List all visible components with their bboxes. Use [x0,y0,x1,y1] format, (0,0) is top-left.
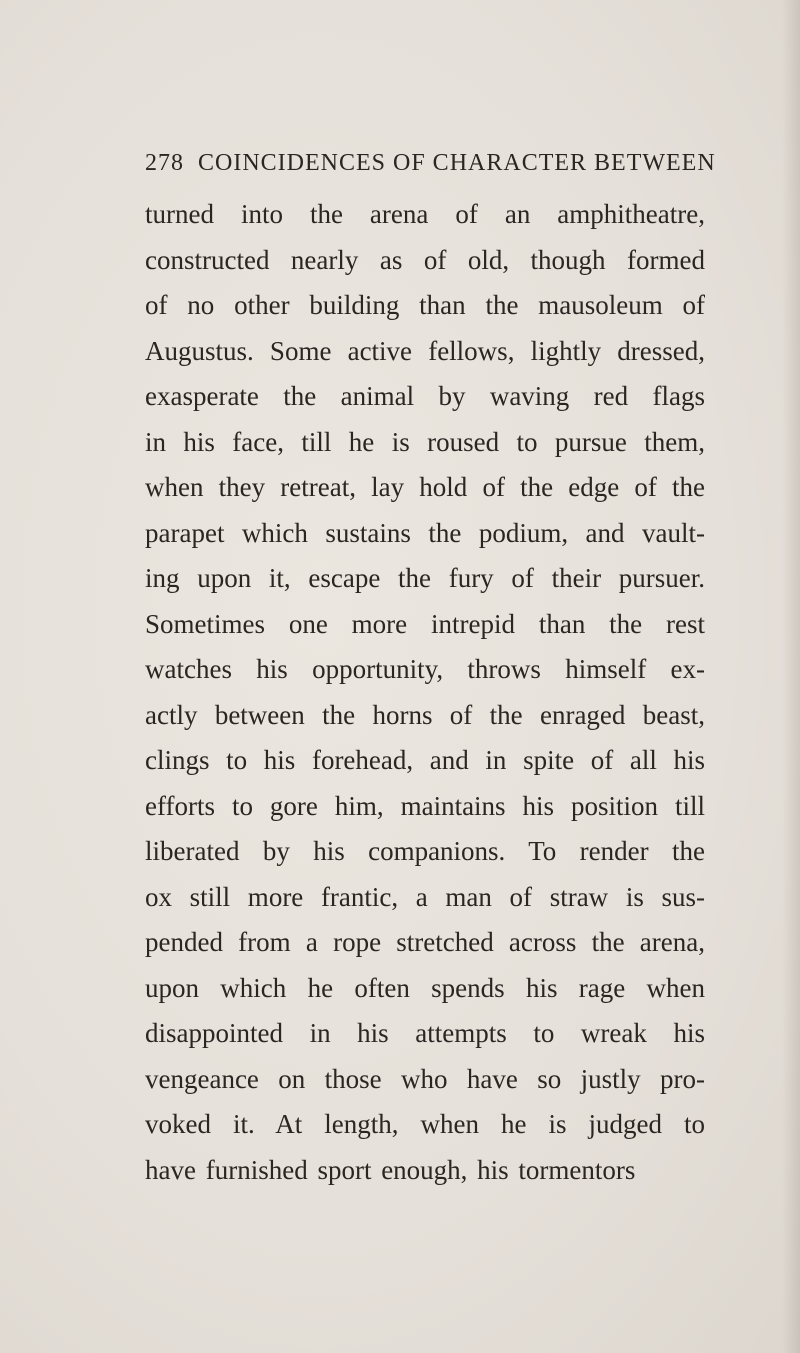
text-line-18: upon which he often spends his rage when [145,972,705,1003]
page-number: 278 [145,150,184,176]
text-line-4: Augustus. Some active fellows, lightly dressed, [145,335,705,366]
text-line-2: constructed nearly as of old, though formed [145,244,705,275]
text-line-8: parapet which sustains the podium, and vault- [145,517,705,548]
text-line-15: liberated by his companions. To render the [145,836,705,866]
text-line-1: turned into the arena of an amphitheatre, [145,199,705,229]
text-line-21: voked it. At length, when he is judged to [145,1109,705,1139]
body-text [145,192,705,1193]
page-edge-shadow [782,0,800,1353]
text-line-3: of no other building than the mausoleum of [145,290,705,320]
text-line-16: ox still more frantic, a man of straw is sus- [145,881,705,912]
text-line-9: ing upon it, escape the fury of their pursuer. [145,563,705,593]
text-line-14: efforts to gore him, maintains his position till [145,790,705,821]
text-line-13: clings to his forehead, and in spite of all his [145,745,705,775]
running-title: COINCIDENCES OF CHARACTER BETWEEN [198,150,716,176]
text-line-12: actly between the horns of the enraged beast, [145,699,705,730]
text-line-22: have furnished sport enough, his tormentors [145,1154,636,1185]
running-head [145,150,745,177]
text-line-19: disappointed in his attempts to wreak his [145,1018,705,1048]
text-line-17: pended from a rope stretched across the arena, [145,927,705,957]
text-line-6: in his face, till he is roused to pursue them, [145,426,705,457]
text-line-7: when they retreat, lay hold of the edge of the [145,472,705,502]
text-line-10: Sometimes one more intrepid than the rest [145,608,705,639]
text-line-20: vengeance on those who have so justly pro- [145,1063,705,1094]
text-line-11: watches his opportunity, throws himself ex- [145,654,705,684]
text-line-5: exasperate the animal by waving red flags [145,381,705,411]
